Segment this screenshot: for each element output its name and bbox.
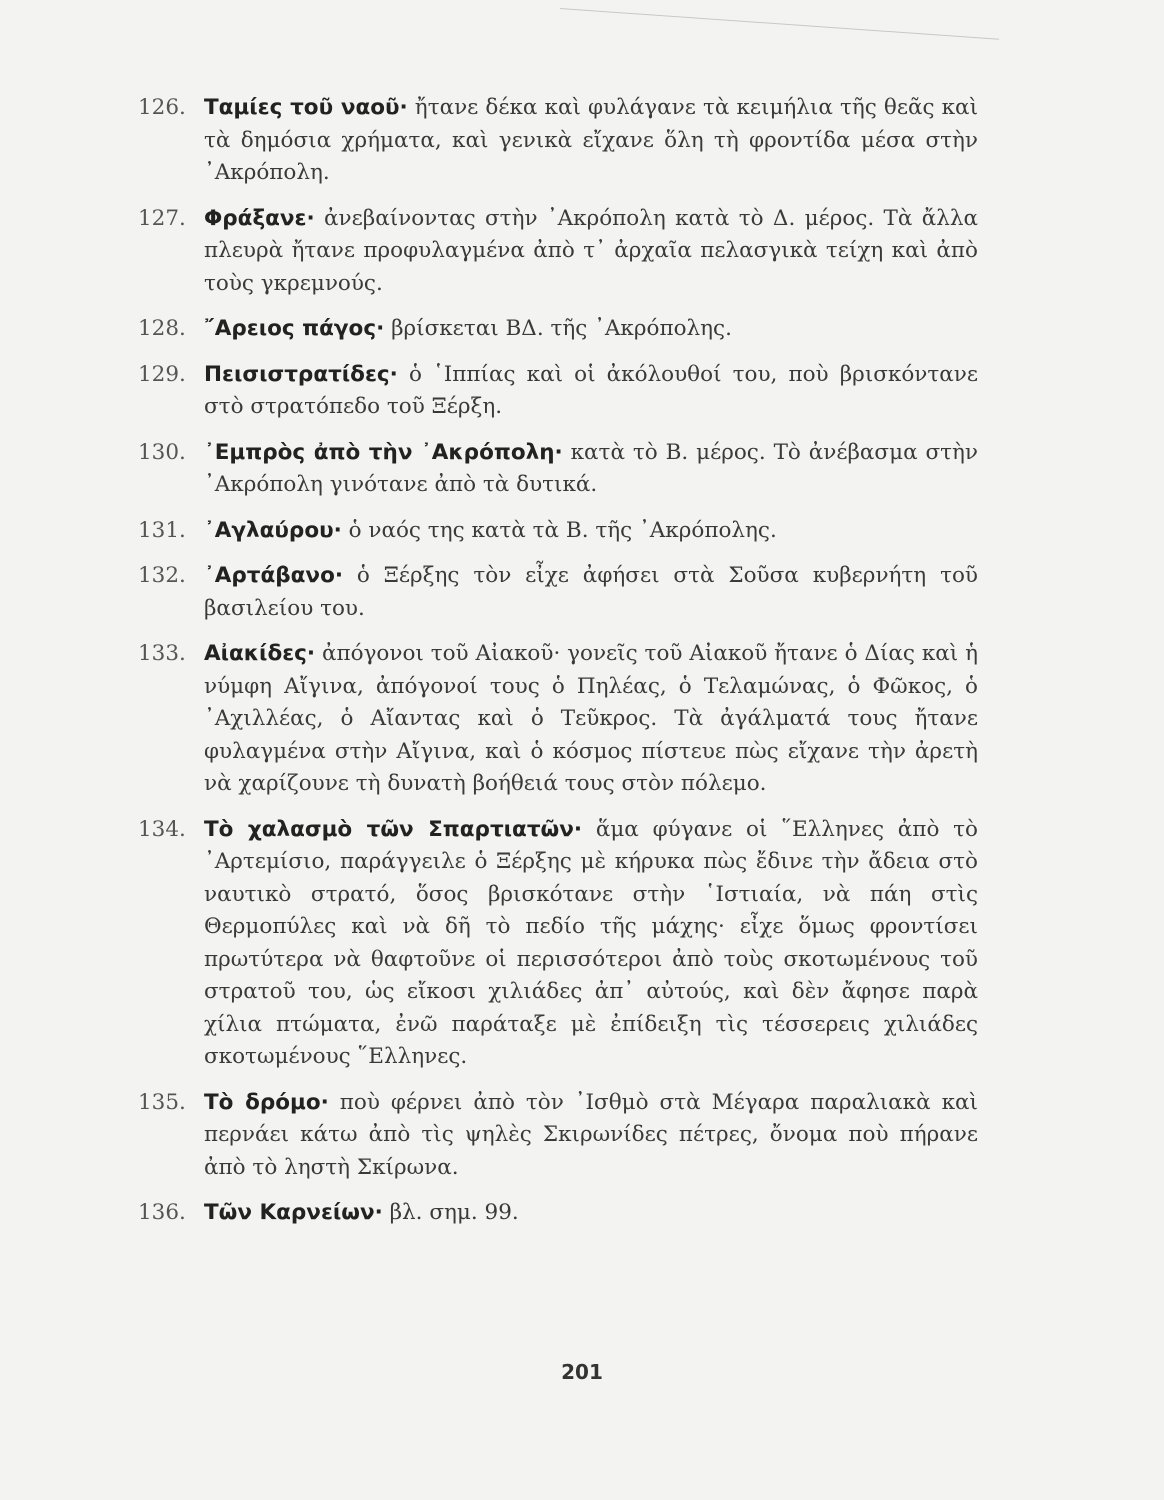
page-number: 201: [561, 1360, 603, 1384]
note-text: κατὰ τὸ Β. μέρος. Τὸ ἀνέβασμα στὴν ᾿Ακρόπολη γινότανε ἀπὸ τὰ δυτικά.: [204, 439, 978, 497]
note-134: [138, 814, 978, 1074]
note-number: 136.: [138, 1200, 186, 1225]
note-number: 126.: [138, 95, 186, 120]
note-number: 135.: [138, 1089, 186, 1115]
note-128: [138, 313, 978, 346]
note-term: Πεισιστρατίδες·: [204, 361, 398, 387]
note-body: [204, 560, 978, 625]
note-text: ὁ Ξέρξης τὸν εἶχε ἀφήσει στὰ Σοῦσα κυβερνήτη τοῦ βασιλείου του.: [204, 563, 978, 621]
note-131: [138, 515, 978, 548]
note-text: βρίσκεται ΒΔ. τῆς ᾿Ακρόπολης.: [384, 316, 732, 341]
note-133: [138, 638, 978, 801]
note-term: Τῶν Καρνείων·: [204, 1200, 383, 1225]
note-number: 133.: [138, 641, 186, 666]
note-text: βλ. σημ. 99.: [382, 1200, 519, 1225]
note-body: [204, 313, 978, 346]
note-135: [138, 1087, 978, 1185]
note-number: 132.: [138, 563, 186, 588]
note-term: Τὸ δρόμο·: [204, 1089, 329, 1115]
note-term: ῎Αρειος πάγος·: [204, 316, 385, 341]
note-130: [138, 437, 978, 502]
note-body: [204, 359, 978, 424]
note-term: ᾿Εμπρὸς ἀπὸ τὴν ᾿Ακρόπολη·: [204, 439, 563, 465]
note-term: ᾿Αρτάβανο·: [204, 563, 344, 588]
note-body: [204, 638, 978, 801]
note-text: ἤτανε δέκα καὶ φυλάγανε τὰ κειμήλια τῆς θεᾶς καὶ τὰ δημόσια χρήματα, καὶ γενικὰ εἴχανε ὅλη τὴ φροντίδα μέσα στὴν ᾿Ακρόπολη.: [204, 95, 978, 185]
note-term: Ταμίες τοῦ ναοῦ·: [204, 95, 408, 120]
note-126: [138, 92, 978, 190]
note-text: ἀπόγονοι τοῦ Αἰακοῦ· γονεῖς τοῦ Αἰακοῦ ἤτανε ὁ Δίας καὶ ἡ νύμφη Αἴγινα, ἀπόγονοί τους ὁ Πηλέας, ὁ Τελαμώνας, ὁ Φῶκος, ὁ ᾿Αχιλλέας, ὁ Αἴαντας καὶ ὁ Τεῦκρος. Τὰ ἀγάλματά τους ἤτανε φυλαγμένα στὴν Αἴγινα, καὶ ὁ κόσμος πίστευε πὼς εἴχανε τὴν ἀρετὴ νὰ χαρίζουνε τὴ δυνατὴ βοήθειά τους στὸν πόλεμο.: [204, 641, 978, 796]
note-body: [204, 515, 978, 548]
note-body: [204, 1087, 978, 1185]
note-number: 130.: [138, 439, 186, 465]
note-number: 127.: [138, 205, 186, 231]
note-body: [204, 92, 978, 190]
note-number: 134.: [138, 816, 186, 842]
note-term: ᾿Αγλαύρου·: [204, 517, 342, 543]
note-term: Τὸ χαλασμὸ τῶν Σπαρτιατῶν·: [204, 816, 583, 842]
note-127: [138, 203, 978, 301]
notes-list: [138, 92, 978, 1243]
note-text: ἀνεβαίνοντας στὴν ᾿Ακρόπολη κατὰ τὸ Δ. μέρος. Τὰ ἄλλα πλευρὰ ἤτανε προφυλαγμένα ἀπὸ τ᾿ ἀρχαῖα πελασγικὰ τείχη καὶ ἀπὸ τοὺς γκρεμνούς.: [204, 205, 978, 296]
note-body: [204, 203, 978, 301]
note-text: ὁ ναός της κατὰ τὰ Β. τῆς ᾿Ακρόπολης.: [341, 517, 777, 543]
note-body: [204, 437, 978, 502]
note-term: Αἰακίδες·: [204, 641, 316, 666]
note-number: 131.: [138, 517, 186, 543]
note-number: 129.: [138, 361, 186, 387]
note-136: [138, 1197, 978, 1230]
note-number: 128.: [138, 316, 186, 341]
note-term: Φράξανε·: [204, 205, 315, 231]
note-132: [138, 560, 978, 625]
note-text: ποὺ φέρνει ἀπὸ τὸν ᾿Ισθμὸ στὰ Μέγαρα παραλιακὰ καὶ περνάει κάτω ἀπὸ τὶς ψηλὲς Σκιρωνίδες πέτρες, ὄνομα ποὺ πήρανε ἀπὸ τὸ ληστὴ Σκίρωνα.: [204, 1089, 978, 1180]
note-129: [138, 359, 978, 424]
note-text: ὁ ῾Ιππίας καὶ οἱ ἀκόλουθοί του, ποὺ βρισκόντανε στὸ στρατόπεδο τοῦ Ξέρξη.: [204, 361, 978, 419]
note-body: [204, 814, 978, 1074]
scan-artifact-line: [560, 8, 999, 40]
note-body: [204, 1197, 978, 1230]
note-text: ἅμα φύγανε οἱ ῞Ελληνες ἀπὸ τὸ ᾿Αρτεμίσιο, παράγγειλε ὁ Ξέρξης μὲ κήρυκα πὼς ἔδινε τὴν ἄδεια στὸ ναυτικὸ στρατό, ὅσος βρισκότανε στὴν ῾Ιστιαία, νὰ πάη στὶς Θερμοπύλες καὶ νὰ δῆ τὸ πεδίο τῆς μάχης· εἶχε ὅμως φροντίσει πρωτύτερα νὰ θαφτοῦνε οἱ περισσότεροι ἀπὸ τοὺς σκοτωμένους τοῦ στρατοῦ του, ὡς εἴκοσι χιλιάδες ἀπ᾿ αὐτούς, καὶ δὲν ἄφησε παρὰ χίλια πτώματα, ἐνῶ παράταξε μὲ ἐπίδειξη τὶς τέσσερεις χιλιάδες σκοτωμένους ῞Ελληνες.: [204, 816, 978, 1069]
